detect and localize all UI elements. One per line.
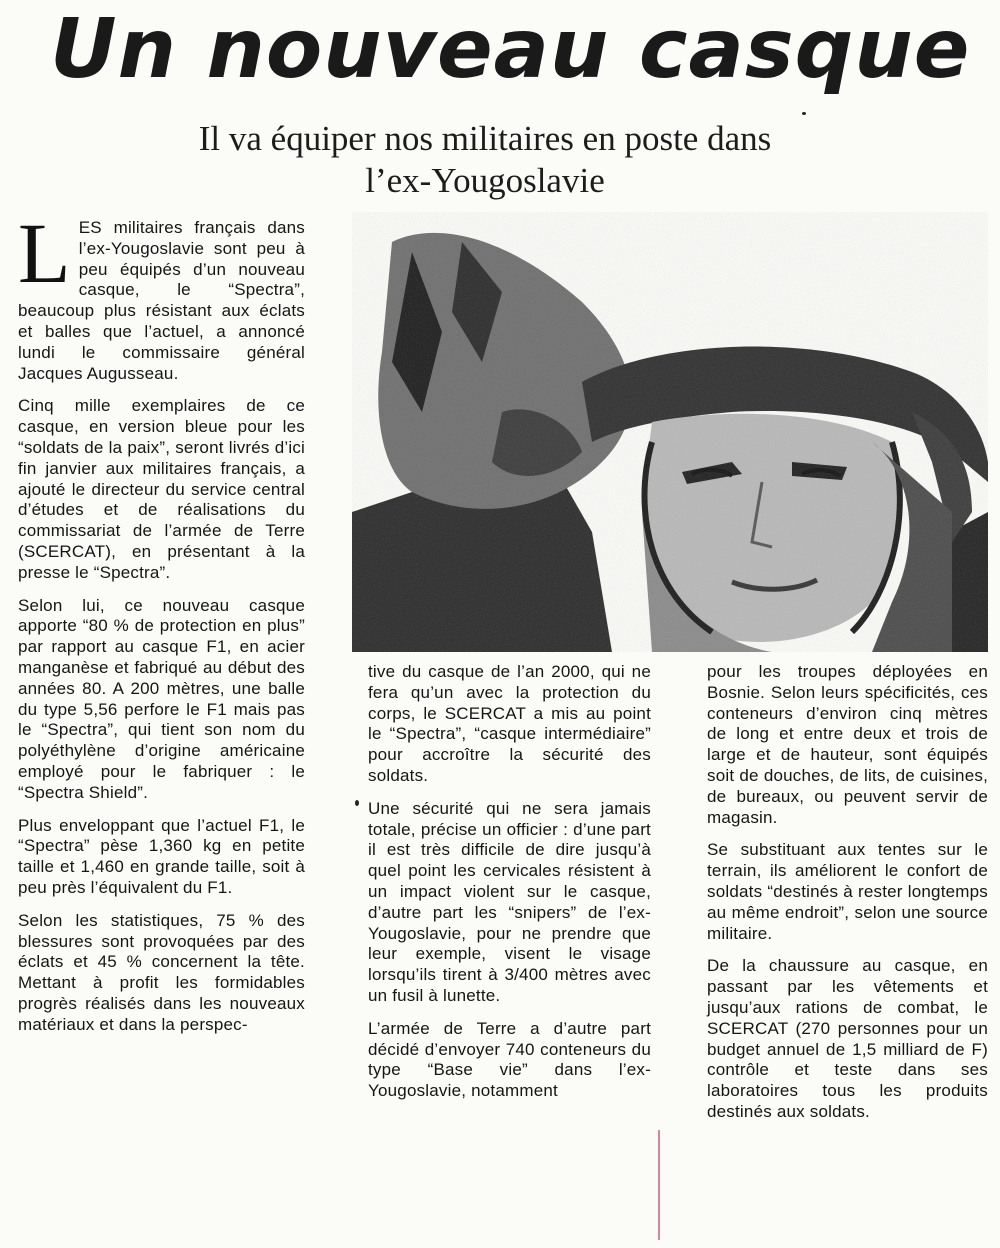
deck-line-2: l’ex-Yougoslavie bbox=[365, 161, 605, 200]
deck bbox=[40, 118, 930, 202]
column-3 bbox=[707, 662, 988, 1135]
headline: Un nouveau casque bbox=[50, 2, 971, 97]
ink-speck bbox=[355, 800, 359, 806]
paragraph-2: Cinq mille exemplaires de ce casque, en version bleue pour les “soldats de la paix”, seront livrés d’ici fin janvier aux militaires français, a ajouté le directeur du service central d’études et de réalisations du commissariat de l’armée de Terre (SCERCAT), en présentant à la presse le “Spectra”. bbox=[18, 396, 305, 582]
paragraph-1 bbox=[18, 205, 305, 384]
paragraph-7: Une sécurité qui ne sera jamais totale, précise un officier : d’une part il est très difficile de dire jusqu’à quel point les cervicales résistent à un impact violent sur le casque, d’autre part les “snipers” de l’ex-Yougoslavie, pour ne prendre que leur exemple, visent le visage lorsqu’ils tirent à 3/400 mètres avec un fusil à lunette. bbox=[368, 798, 651, 1005]
paragraph-10: Se substituant aux tentes sur le terrain, ils améliorent le confort de soldats “destinés à rester longtemps au même endroit”, selon une source militaire. bbox=[707, 840, 988, 943]
ink-speck bbox=[802, 112, 806, 115]
paragraph-3: Selon lui, ce nouveau casque apporte “80 % de protection en plus” par rapport au casque F1, en acier manganèse et fabriqué au début des années 80. A 200 mètres, une balle du type 5,56 perfore le F1 mais pas le “Spectra”, qui tient son nom du polyéthylène d’origine américaine employé pour le fabriquer : le “Spectra Shield”. bbox=[18, 595, 305, 802]
soldier-photo bbox=[352, 212, 988, 652]
column-2 bbox=[368, 662, 651, 1114]
paragraph-4: Plus enveloppant que l’actuel F1, le “Spectra” pèse 1,360 kg en petite taille et 1,460 en grande taille, soit à peu près l’équivalent du F1. bbox=[18, 815, 305, 897]
paragraph-6: tive du casque de l’an 2000, qui ne fera qu’un avec la protection du corps, le SCERCAT a mis au point le “Spectra”, “casque intermédiaire” pour accroître la sécurité des soldats. bbox=[368, 662, 651, 785]
paragraph-5: Selon les statistiques, 75 % des blessures sont provoquées par des éclats et 45 % concernent la tête. Mettant à profit les formidables progrès réalisés dans les nouveaux matériaux et dans la perspec- bbox=[18, 910, 305, 1034]
soldier-saluting-illustration bbox=[352, 212, 988, 652]
deck-line-1: Il va équiper nos militaires en poste dans bbox=[198, 119, 772, 158]
paragraph-1-text: ES militaires français dans l’ex-Yougoslavie sont peu à peu équipés d’un nouveau casque, le “Spectra”, beaucoup plus résistant aux éclats et balles que l’actuel, a annoncé lundi le commissaire général Jacques Augusseau. bbox=[18, 218, 305, 383]
drop-cap: L bbox=[18, 205, 71, 301]
column-1 bbox=[18, 205, 305, 1047]
paragraph-8: L’armée de Terre a d’autre part décidé d’envoyer 740 conteneurs du type “Base vie” dans l’ex-Yougoslavie, notamment bbox=[368, 1018, 651, 1101]
paragraph-9: pour les troupes déployées en Bosnie. Selon leurs spécificités, ces conteneurs d’environ cinq mètres de long et entre deux et trois de large et de hauteur, sont équipés soit de douches, de lits, de cuisines, de bureaux, ou peuvent servir de magasin. bbox=[707, 662, 988, 827]
margin-pen-mark bbox=[658, 1130, 660, 1240]
paragraph-11: De la chaussure au casque, en passant par les vêtements et jusqu’aux rations de combat, le SCERCAT (270 personnes pour un budget annuel de 1,5 milliard de F) contrôle et teste dans ses laboratoires tous les produits destinés aux soldats. bbox=[707, 956, 988, 1121]
